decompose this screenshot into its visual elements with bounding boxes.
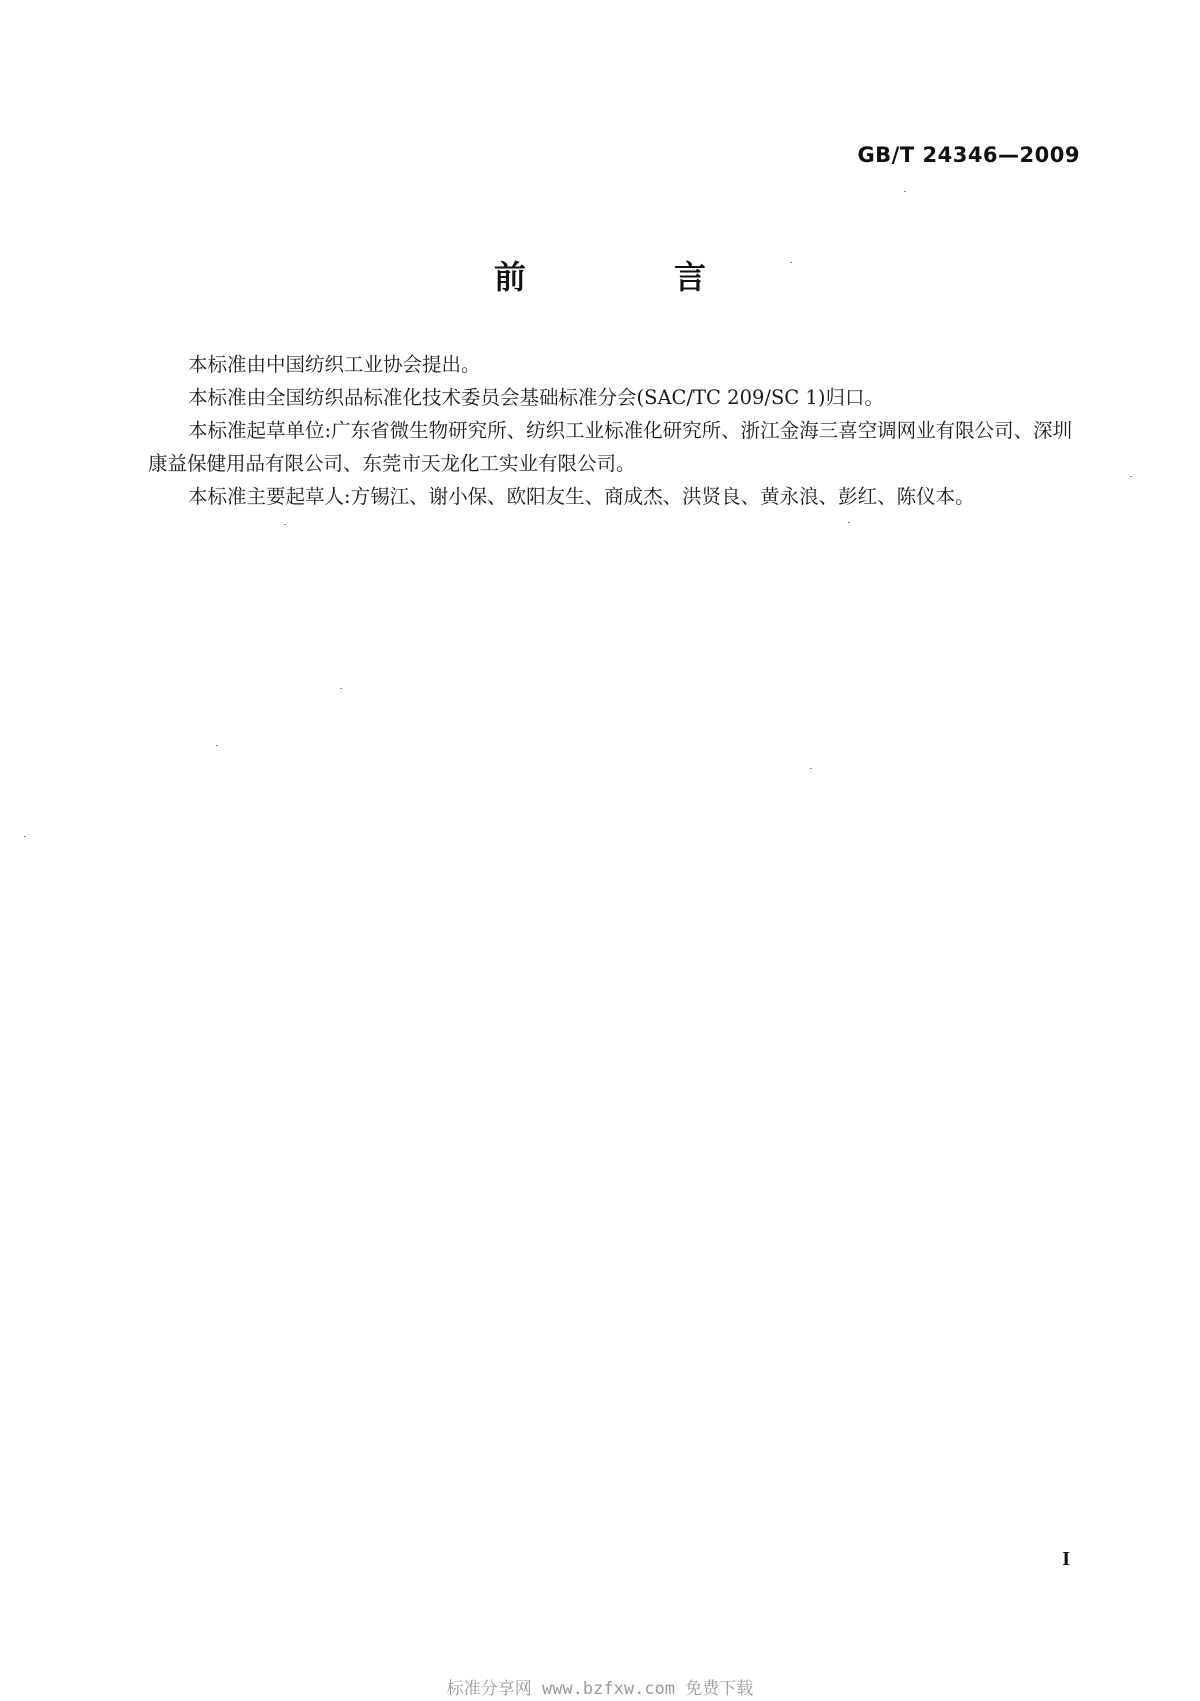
page-number: I <box>1062 1548 1070 1570</box>
watermark-text: 标准分享网 www.bzfxw.com 免费下载 <box>446 1679 754 1699</box>
foreword-body <box>148 348 1078 513</box>
scan-speck <box>904 191 906 192</box>
page-title: 前 言 <box>493 258 764 296</box>
scan-speck <box>1130 476 1132 477</box>
paragraph-centralized-unit: 本标准由全国纺织品标准化技术委员会基础标准分会(SAC/TC 209/SC 1)归口。 <box>188 386 884 409</box>
scan-speck <box>340 688 342 689</box>
scan-speck <box>24 836 26 837</box>
scan-speck <box>810 768 812 769</box>
scan-speck <box>790 262 792 263</box>
paragraph-drafting-units: 本标准起草单位:广东省微生物研究所、纺织工业标准化研究所、浙江金海三喜空调网业有限公司、深圳康益保健用品有限公司、东莞市天龙化工实业有限公司。 <box>148 419 1073 475</box>
paragraph-main-drafters: 本标准主要起草人:方锡江、谢小保、欧阳友生、商成杰、洪贤良、黄永浪、彭红、陈仪本。 <box>188 485 975 508</box>
scan-speck <box>216 745 218 746</box>
scan-speck <box>284 524 286 525</box>
paragraph-proposer: 本标准由中国纺织工业协会提出。 <box>188 353 481 376</box>
standard-number: GB/T 24346—2009 <box>857 143 1080 167</box>
scan-speck <box>848 522 850 523</box>
